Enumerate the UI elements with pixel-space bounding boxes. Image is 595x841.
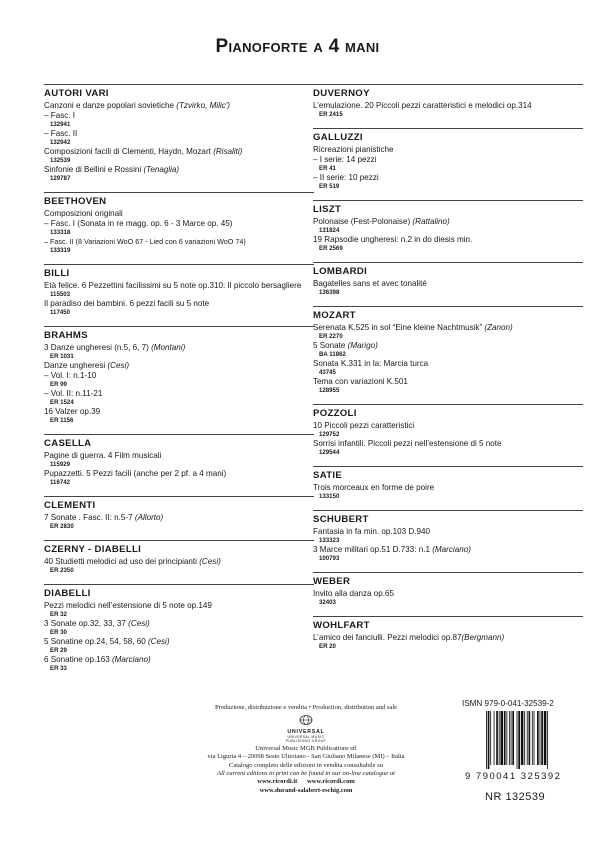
composer-section [44, 434, 314, 487]
composer-name: WOHLFART [313, 616, 583, 632]
catalogue-code: 117450 [50, 309, 70, 316]
work-title-text: L’emulazione. 20 Piccoli pezzi caratteristici e melodici op.314 [313, 101, 532, 110]
work-entry [313, 217, 583, 235]
composer-section [313, 200, 583, 253]
page-title: Pianoforte a 4 mani [215, 36, 380, 57]
barcode-bar [527, 711, 528, 765]
work-entry [313, 323, 583, 341]
work-title [44, 601, 314, 611]
barcode-bar [517, 711, 518, 769]
ismn-code: ISMN 979-0-041-32539-2 [462, 699, 554, 708]
catalogue-code: ER 20 [319, 643, 336, 650]
barcode-bar [529, 711, 531, 765]
barcode-bar [499, 711, 500, 765]
work-title [44, 469, 314, 479]
work-title-text: 5 Sonatine op.24, 54, 58, 60 [44, 637, 148, 646]
composer-section [44, 496, 314, 531]
work-entry [44, 513, 314, 531]
work-entry [44, 619, 314, 637]
work-entry [44, 451, 314, 469]
work-title-text: Pupazzetti. 5 Pezzi facili (anche per 2 pf. a 4 mani) [44, 469, 227, 478]
work-entry [44, 281, 314, 299]
composer-section [313, 616, 583, 651]
work-entry [44, 147, 314, 165]
work-editor: (Marciano) [432, 545, 471, 554]
work-title-text: Bagatelles sans et avec tonalité [313, 279, 427, 288]
work-title-text: 3 Danze ungheresi (n.5, 6, 7) [44, 343, 152, 352]
work-title-text: 10 Piccoli pezzi caratteristici [313, 421, 415, 430]
work-title [313, 359, 583, 369]
work-title-text: 3 Marce militari op.51 D.733: n.1 [313, 545, 433, 554]
work-entry [313, 145, 583, 155]
composer-section [313, 510, 583, 563]
work-title [44, 557, 314, 567]
work-title-text: Trois morceaux en forme de poire [313, 483, 435, 492]
barcode-graphic [486, 711, 564, 769]
catalogue-code: 133319 [50, 247, 71, 254]
work-title-text: Sonata K.331 in la: Marcia turca [313, 359, 429, 368]
work-title-text: 40 Studietti melodici ad uso dei principianti [44, 557, 200, 566]
composer-name: SCHUBERT [313, 510, 583, 526]
work-title-text: Danze ungheresi [44, 361, 108, 370]
work-entry [44, 637, 314, 655]
work-title-text: Tema con variazioni K.501 [313, 377, 408, 386]
work-title-text: L’amico dei fanciulli. Pezzi melodici op.87 [313, 633, 462, 642]
barcode-bar [544, 711, 547, 765]
work-entry [313, 359, 583, 377]
composer-section [313, 128, 583, 191]
work-title-text: Il paradiso dei bambini. 6 pezzi facili su 5 note [44, 299, 210, 308]
work-title-text: Sinfonie di Bellini e Rossini [44, 165, 144, 174]
work-editor: (Montani) [151, 343, 186, 352]
work-title-text: – Vol. II: n.11-21 [44, 389, 103, 398]
barcode [486, 711, 564, 774]
work-title [44, 147, 314, 157]
barcode-bar [518, 711, 520, 769]
work-title [44, 343, 314, 353]
publisher-name: Universal Music MGB Publications srl [255, 744, 357, 752]
catalogue-code: ER 33 [50, 665, 67, 672]
work-editor: (Tzvirko, Milic') [176, 101, 230, 110]
work-title [313, 173, 583, 183]
work-entry [44, 165, 314, 183]
work-editor: (Marciano) [111, 655, 151, 664]
composer-name: GALLUZZI [313, 128, 583, 144]
barcode-bar [512, 711, 514, 765]
work-entry [44, 655, 314, 673]
composer-name: SATIE [313, 466, 583, 482]
catalogue-code: ER 30 [50, 629, 67, 636]
composer-section [313, 306, 583, 395]
catalogue-code: 32403 [319, 599, 336, 606]
work-title-text: Ricreazioni pianistiche [313, 145, 394, 154]
work-title [313, 527, 583, 537]
work-title [313, 235, 583, 245]
catalogue-code: 115503 [50, 291, 70, 298]
work-title-text: – I serie: 14 pezzi [313, 155, 377, 164]
catalogue-code: 131824 [319, 227, 340, 234]
work-entry [313, 279, 583, 297]
work-title-text: Composizioni facili di Clementi, Haydn, Mozart [44, 147, 214, 156]
work-title-text: – Fasc. I (Sonata in re magg. op. 6 - 3 Marce op. 45) [44, 219, 233, 228]
catalogue-number: NR 132539 [485, 791, 546, 803]
barcode-bar [486, 711, 487, 769]
work-entry [313, 545, 583, 563]
work-title [44, 655, 314, 665]
barcode-bar [511, 711, 512, 765]
work-entry [313, 377, 583, 395]
composer-section [313, 262, 583, 297]
catalogue-line-it: Catalogo completo delle edizioni in vendita consultabile su [229, 761, 383, 769]
universal-logo [276, 715, 336, 742]
composer-name: CASELLA [44, 434, 314, 450]
work-entry [44, 361, 314, 371]
work-entry [313, 483, 583, 501]
catalogue-code: ER 99 [50, 381, 67, 388]
work-entry [313, 633, 583, 651]
barcode-bar [540, 711, 541, 765]
catalogue-code: 129544 [319, 449, 340, 456]
catalogue-code: 133150 [319, 493, 340, 500]
catalogue-code: ER 2830 [50, 523, 74, 530]
work-title-text: – Fasc. I [44, 111, 76, 120]
barcode-bar [547, 711, 548, 769]
work-entry [44, 237, 314, 255]
work-entry [44, 111, 314, 129]
composer-name: POZZOLI [313, 404, 583, 420]
work-title [44, 101, 314, 111]
work-entry [313, 235, 583, 253]
composer-section [44, 264, 314, 317]
work-editor: (Cesi) [107, 361, 130, 370]
catalogue-code: ER 1156 [50, 417, 74, 424]
work-title [313, 377, 583, 387]
barcode-bar [500, 711, 503, 765]
work-title-text: 6 Sonatine op.163 [44, 655, 112, 664]
globe-icon [299, 715, 313, 725]
catalogue-code: ER 1524 [50, 399, 74, 406]
work-title [44, 407, 314, 417]
composer-name: BRAHMS [44, 326, 314, 342]
work-title-text: 3 Sonate op.32, 33, 37 [44, 619, 129, 628]
work-title [313, 217, 583, 227]
work-title [313, 145, 583, 155]
work-entry [313, 589, 583, 607]
work-entry [313, 421, 583, 439]
production-line: Produzione, distribuzione e vendita • Production, distribution and sale [214, 704, 398, 711]
composer-section [44, 584, 314, 673]
logo-wordmark: UNIVERSAL [287, 728, 325, 735]
right-column [313, 84, 583, 660]
barcode-bar [488, 711, 490, 769]
work-title-text: – II serie: 10 pezzi [313, 173, 379, 182]
catalogue-code: ER 32 [50, 611, 67, 618]
composer-name: CZERNY - DIABELLI [44, 540, 314, 556]
composer-section [313, 404, 583, 457]
work-title-text: – Fasc. II [44, 129, 78, 138]
logo-subtitle: UNIVERSAL MUSIC PUBLISHING GROUP [285, 734, 327, 743]
work-title [44, 513, 314, 523]
catalogue-code: ER 41 [319, 165, 336, 172]
work-entry [44, 299, 314, 317]
work-title [44, 451, 314, 461]
work-title [44, 281, 314, 291]
left-column [44, 84, 314, 682]
work-entry [44, 389, 314, 407]
work-title [313, 155, 583, 165]
work-title [313, 589, 583, 599]
composer-name: LOMBARDI [313, 262, 583, 278]
catalogue-code: 136398 [319, 289, 340, 296]
work-title-text: Composizioni originali [44, 209, 123, 218]
work-entry [313, 173, 583, 191]
work-title-text: Pagine di guerra. 4 Film musicali [44, 451, 162, 460]
barcode-bar [532, 711, 533, 765]
catalogue-code: 133318 [50, 229, 71, 236]
work-title-text: Pezzi melodici nell’estensione di 5 note op.149 [44, 601, 212, 610]
work-title [44, 209, 314, 219]
work-entry [44, 557, 314, 575]
work-title [313, 483, 583, 493]
composer-name: DIABELLI [44, 584, 314, 600]
composer-name: CLEMENTI [44, 496, 314, 512]
work-entry [44, 101, 314, 111]
catalogue-code: 115929 [50, 461, 70, 468]
work-title [313, 439, 583, 449]
composer-name: BEETHOVEN [44, 192, 314, 208]
catalogue-line-en: All current editions in print can be found in our on-line catalogue at [217, 770, 395, 778]
catalogue-code: ER 2569 [319, 245, 343, 252]
work-title [44, 619, 314, 629]
work-title [313, 633, 583, 643]
work-entry [313, 101, 583, 119]
catalogue-code: 128955 [319, 387, 340, 394]
catalogue-code: BA 11862 [319, 351, 346, 358]
barcode-bar [506, 711, 507, 765]
catalogue-code: 132539 [50, 157, 71, 164]
catalogue-code: 43745 [319, 369, 336, 376]
barcode-bar [524, 711, 525, 765]
composer-section [44, 84, 314, 183]
work-title [313, 279, 583, 289]
work-title [44, 165, 314, 175]
catalogue-code: 116742 [50, 479, 70, 486]
composer-name: MOZART [313, 306, 583, 322]
composer-name: AUTORI VARI [44, 84, 314, 100]
barcode-bar [490, 711, 491, 765]
work-entry [44, 343, 314, 361]
work-title [44, 361, 314, 371]
catalogue-code: 129787 [50, 175, 71, 182]
work-title-text: Polonaise (Fest-Polonaise) [313, 217, 413, 226]
work-title [44, 299, 314, 309]
work-title-text: Canzoni e danze popolari sovietiche [44, 101, 177, 110]
work-title [44, 237, 314, 247]
work-entry [313, 527, 583, 545]
catalogue-code: 100793 [319, 555, 340, 562]
barcode-bar [509, 711, 510, 765]
work-editor: (Cesi) [128, 619, 150, 628]
barcode-number: 9 790041 325392 [465, 771, 562, 782]
composer-section [313, 572, 583, 607]
work-title-text: 19 Rapsodie ungheresi: n.2 in do diesis min. [313, 235, 473, 244]
work-title-text: Età felice. 6 Pezzettini facilissimi su 5 note op.310: Il piccolo bersagliere [44, 281, 302, 290]
catalogue-code: ER 29 [50, 647, 67, 654]
work-title [313, 323, 583, 333]
website-ricordi-it[interactable]: www.ricordi.it [257, 778, 298, 786]
composer-section [44, 326, 314, 425]
work-editor: (Rattalino) [412, 217, 450, 226]
work-title-text: 7 Sonate . Fasc. II: n.5-7 [44, 513, 135, 522]
catalogue-code: 129752 [319, 431, 340, 438]
catalogue-code: ER 2350 [50, 567, 74, 574]
work-entry [44, 407, 314, 425]
work-title-text: Fantasia in fa min. op.103 D.940 [313, 527, 430, 536]
work-title [313, 101, 583, 111]
work-editor: (Cesi) [199, 557, 221, 566]
work-title-text: 16 Valzer op.39 [44, 407, 101, 416]
work-editor: (Tenaglia) [143, 165, 180, 174]
website-ricordi-com[interactable]: www.ricordi.com [307, 778, 355, 786]
work-title [44, 389, 314, 399]
work-editor: (Bergmann) [461, 633, 505, 642]
composer-name: LISZT [313, 200, 583, 216]
work-title [44, 129, 314, 139]
composer-name: WEBER [313, 572, 583, 588]
catalogue-code: ER 519 [319, 183, 340, 190]
composer-name: BILLI [44, 264, 314, 280]
work-entry [44, 129, 314, 147]
composer-section [44, 540, 314, 575]
composer-section [313, 466, 583, 501]
work-title [313, 341, 583, 351]
catalogue-code: 132942 [50, 139, 71, 146]
catalogue-code: ER 1031 [50, 353, 74, 360]
work-entry [313, 341, 583, 359]
website-durand[interactable]: www.durand-salabert-eschig.com [259, 786, 353, 794]
work-title [313, 421, 583, 431]
catalogue-code: ER 2270 [319, 333, 343, 340]
barcode-bar [537, 711, 539, 765]
catalogue-code: ER 2415 [319, 111, 343, 118]
work-title [44, 371, 314, 381]
catalogue-code: 133323 [319, 537, 340, 544]
work-editor: (Cesi) [147, 637, 170, 646]
composer-section [313, 84, 583, 119]
catalogue-code: 132941 [50, 121, 71, 128]
work-editor: (Zanon) [484, 323, 513, 332]
work-title [44, 111, 314, 121]
barcode-bar [541, 711, 543, 765]
composer-section [44, 192, 314, 255]
work-title-text: Sorrisi infantili. Piccoli pezzi nell’estensione di 5 note [313, 439, 502, 448]
work-entry [313, 439, 583, 457]
work-entry [44, 209, 314, 219]
barcode-bar [494, 711, 495, 765]
work-entry [313, 155, 583, 173]
work-title-text: – Vol. I: n.1-10 [44, 371, 97, 380]
barcode-bar [496, 711, 498, 765]
work-editor: (Allorto) [134, 513, 164, 522]
work-entry [44, 219, 314, 237]
work-title-text: – Fasc. II (8 Variazioni WoO 67 - Lied con 6 variazioni WoO 74) [44, 237, 246, 246]
publisher-footer [186, 704, 426, 795]
publisher-address: via Liguria 4 – 20098 Sesto Ulteriano - San Giuliano Milanese (MI) – Italia [207, 753, 405, 761]
work-title [44, 637, 314, 647]
work-title-text: Invito alla danza op.65 [313, 589, 394, 598]
work-title [313, 545, 583, 555]
barcode-bar [521, 711, 524, 765]
work-title-text: Serenata K.525 in sol “Eine kleine Nachtmusik” [313, 323, 485, 332]
work-entry [44, 371, 314, 389]
barcode-bar [504, 711, 506, 765]
work-entry [44, 469, 314, 487]
work-title [44, 219, 314, 229]
composer-name: DUVERNOY [313, 84, 583, 100]
work-editor: (Marigo) [347, 341, 378, 350]
work-entry [44, 601, 314, 619]
work-title-text: 5 Sonate [313, 341, 348, 350]
work-editor: (Risaliti) [213, 147, 243, 156]
barcode-bar [534, 711, 535, 765]
